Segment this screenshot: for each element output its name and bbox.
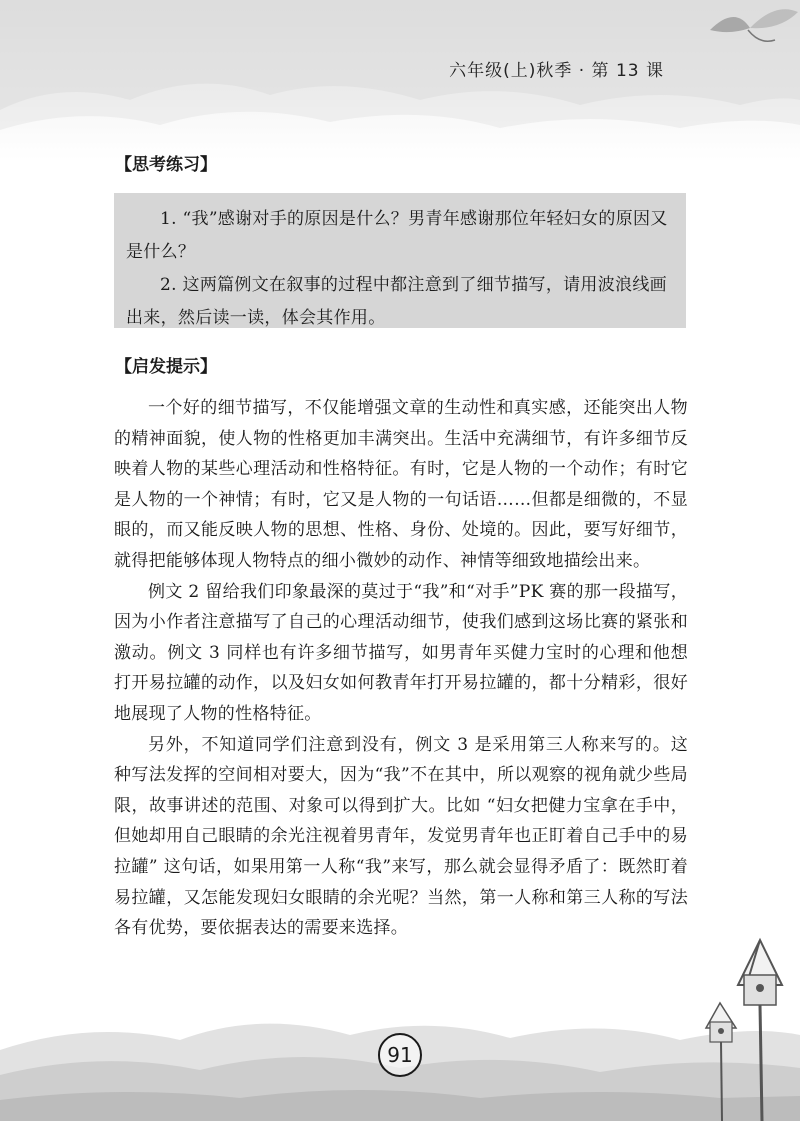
landscape-decoration bbox=[0, 900, 800, 1121]
exercise-title: 【思考练习】 bbox=[115, 155, 217, 175]
hints-body bbox=[114, 393, 688, 944]
butterfly-icon bbox=[680, 0, 800, 50]
exercise-box bbox=[114, 193, 686, 328]
exercise-item: 1. “我”感谢对手的原因是什么？男青年感谢那位年轻妇女的原因又是什么？ bbox=[126, 209, 668, 262]
exercise-item: 2. 这两篇例文在叙事的过程中都注意到了细节描写，请用波浪线画出来，然后读一读，体会其作用。 bbox=[126, 275, 667, 328]
hint-paragraph: 另外，不知道同学们注意到没有，例文 3 是采用第三人称来写的。这种写法发挥的空间相对要大，因为“我”不在其中，所以观察的视角就少些局限，故事讲述的范围、对象可以得到扩大。比如 “妇女把健力宝拿在手中，但她却用自己眼睛的余光注视着男青年，发觉男青年也正盯着自己手中的易拉罐” 这句话，如果用第一人称“我”来写，那么就会显得矛盾了：既然盯着易拉罐，又怎能发现妇女眼睛的余光呢？当然，第一人称和第三人称的写法各有优势，要依据表达的需要来选择。 bbox=[114, 734, 688, 939]
hints-title: 【启发提示】 bbox=[115, 357, 217, 377]
lesson-header: 六年级(上)秋季 · 第 13 课 bbox=[449, 61, 664, 81]
hint-paragraph: 一个好的细节描写，不仅能增强文章的生动性和真实感，还能突出人物的精神面貌，使人物的性格更加丰满突出。生活中充满细节，有许多细节反映着人物的某些心理活动和性格特征。有时，它是人物的一个动作；有时它是人物的一个神情；有时，它又是人物的一句话语……但都是细微的，不显眼的，而又能反映人物的思想、性格、身份、处境的。因此，要写好细节，就得把能够体现人物特点的细小微妙的动作、神情等细致地描绘出来。 bbox=[114, 398, 688, 571]
page-number: 91 bbox=[378, 1033, 422, 1077]
hint-paragraph: 例文 2 留给我们印象最深的莫过于“我”和“对手”PK 赛的那一段描写，因为小作者注意描写了自己的心理活动细节，使我们感到这场比赛的紧张和激动。例文 3 同样也有许多细节描写，如男青年买健力宝时的心理和他想打开易拉罐的动作，以及妇女如何教青年打开易拉罐的，都十分精彩，很好地展现了人物的性格特征。 bbox=[114, 581, 688, 724]
